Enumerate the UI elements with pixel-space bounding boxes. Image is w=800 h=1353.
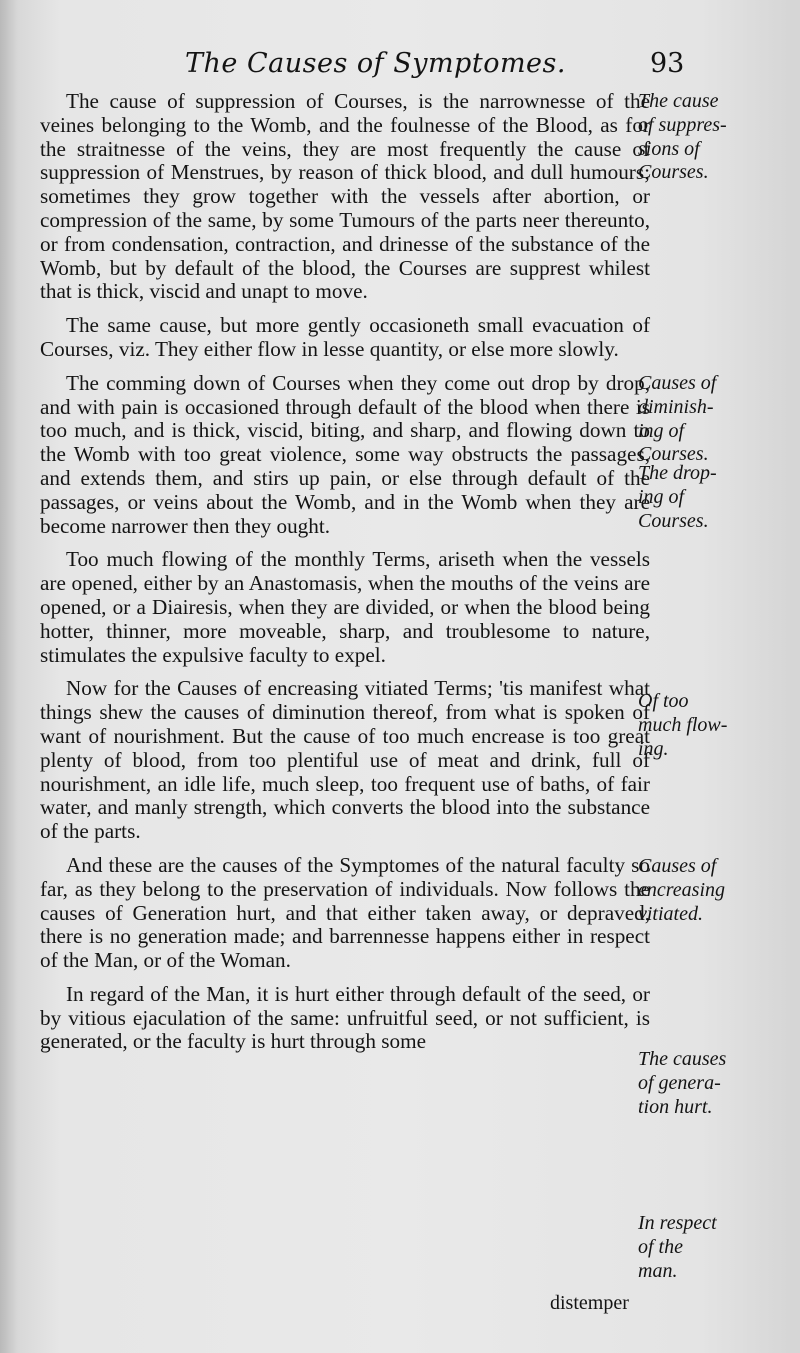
catchword: distemper	[550, 1292, 629, 1314]
page-header	[0, 48, 800, 88]
sidenote-causes-of-encreasing: Causes of encreasing vitiated.	[638, 855, 726, 925]
sidenote-causes-of-diminishing: Causes of diminish- ing of Courses.	[638, 372, 717, 466]
paragraph-too-much-flowing: Too much flowing of the monthly Terms, ariseth when the vessels are opened, either by an Anastomasis, when the mouths of the veins are opened, or a Diairesis, when they are divided, or when the blood being hotter, thinner, more moveable, sharp, and troublesome to nature, stimulates the expulsive faculty to expel.	[40, 547, 650, 667]
paragraph-encreasing: Now for the Causes of encreasing vitiated Terms; 'tis manifest what things shew the causes of diminution thereof, from what is spoken of want of nourishment. But the cause of too much encrease is too great plenty of blood, from too plentiful use of meat and drink, full of nourishment, an idle life, much sleep, too frequent use of baths, of fair water, and manly strength, which converts the blood into the substance of the parts.	[40, 676, 650, 844]
sidenote-cause-of-suppression: The cause of suppres- sions of Courses.	[638, 90, 727, 184]
sidenote-in-respect-of-man: In respect of the man.	[638, 1212, 717, 1282]
sidenote-dropping-of-courses: The drop- ing of Courses.	[638, 462, 717, 532]
running-title: The Causes of Symptomes.	[185, 48, 566, 79]
paragraph-generation: And these are the causes of the Symptomes of the natural faculty so far, as they belong to the preservation of individuals. Now follows the causes of Generation hurt, and that either taken away, or depraved, there is no generation made; and barrennesse happens either in respect of the Man, or of the Woman.	[40, 852, 650, 973]
paragraph-diminishing: The same cause, but more gently occasioneth small evacuation of Courses, viz. They either flow in lesse quantity, or else more slowly.	[40, 313, 650, 361]
page-number: 93	[650, 48, 685, 79]
sidenote-too-much-flowing: Of too much flow- ing.	[638, 690, 728, 760]
paragraph-suppression: The cause of suppression of Courses, is the narrownesse of the veines belonging to the Womb, and the foulnesse of the Blood, as for the straitnesse of the veins, they are most frequently the cause of suppression of Menstrues, by reason of thick blood, and dull humours; sometimes they grow together with the vessels after abortion, or compression of the same, by some Tumours of the parts neer thereunto, or from condensation, contraction, and drinesse of the substance of the Womb, but by default of the blood, the Courses are supprest whilest that is thick, viscid and unapt to move.	[40, 89, 650, 304]
paragraph-dropping: The comming down of Courses when they come out drop by drop, and with pain is occasioned through default of the blood when there is too much, and is thick, viscid, biting, and sharp, and flowing down to the Womb with too great violence, some way obstructs the passages, and extends them, and stirs up pain, or else through default of the passages, or veins about the Womb, and in the Womb when they are become narrower then they ought.	[40, 370, 650, 538]
paragraph-in-regard-of-man: In regard of the Man, it is hurt either through default of the seed, or by vitious ejaculation of the same: unfruitful seed, or not sufficient, is generated, or the faculty is hurt through some	[40, 981, 650, 1054]
main-text	[40, 90, 650, 1054]
sidenote-generation-hurt: The causes of genera- tion hurt.	[638, 1048, 727, 1118]
